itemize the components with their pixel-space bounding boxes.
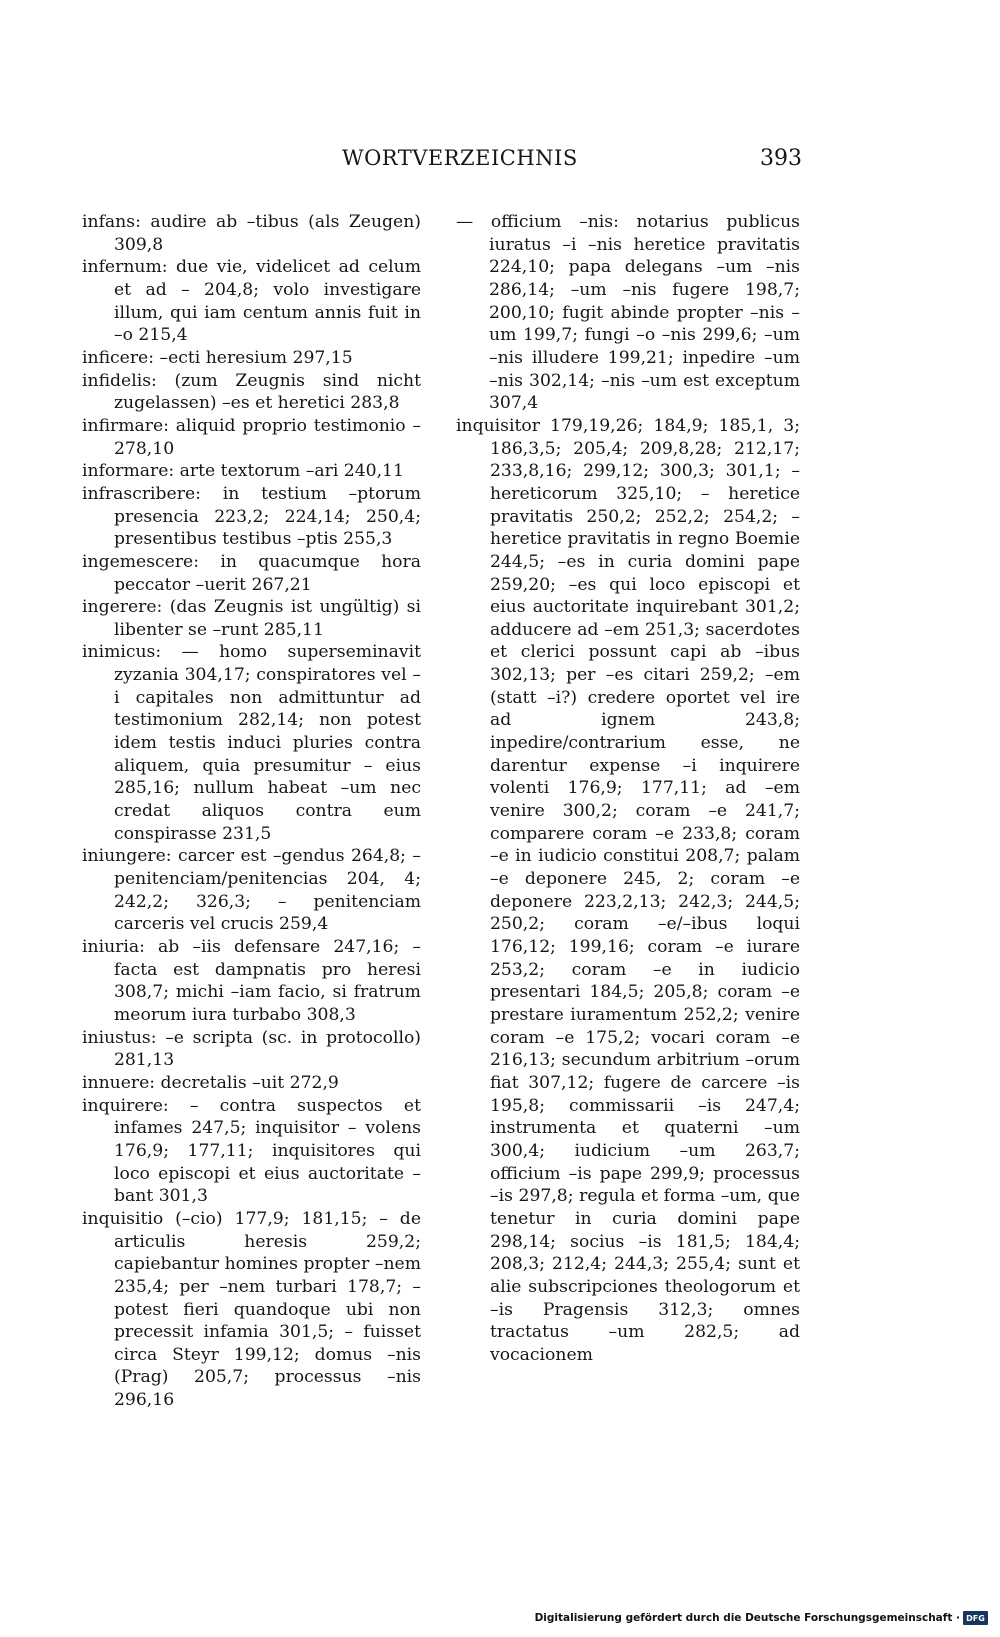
index-entry: inquisitio (–cio) 177,9; 181,15; – de articulis heresis 259,2; capiebantur homines propter –nem 235,4; per –nem turbari 178,7; – potest fieri quandoque ubi non precessit infamia 301,5; – fuisset circa Steyr 199,12; domus –nis (Prag) 205,7; processus –nis 296,16: [82, 1208, 421, 1411]
index-entry: inficere: –ecti heresium 297,15: [82, 347, 353, 368]
index-entry: infans: audire ab –tibus (als Zeugen) 309,8: [82, 212, 421, 255]
index-entry: inquirere: – contra suspectos et infames 247,5; inquisitor – volens 176,9; 177,11; inquisitores qui loco episcopi et eius auctoritate –bant 301,3: [82, 1095, 421, 1207]
index-entry: innuere: decretalis –uit 272,9: [82, 1072, 339, 1093]
running-title: WORTVERZEICHNIS: [342, 146, 578, 170]
index-entry: inimicus: — homo superseminavit zyzania 304,17; conspiratores vel –i capitales non admittuntur ad testimonium 282,14; non potest idem testis induci pluries contra aliquem, quia presumitur – eius 285,16; nullum habeat –um nec credat aliquos contra eum conspirasse 231,5: [82, 642, 421, 844]
index-entry: informare: arte textorum –ari 240,11: [82, 461, 404, 482]
left-column: [82, 211, 421, 1412]
index-entry: ingerere: (das Zeugnis ist ungültig) si libenter se –runt 285,11: [82, 597, 421, 640]
index-entry: ingemescere: in quacumque hora peccator –uerit 267,21: [82, 551, 421, 595]
footer-credit: Digitalisierung gefördert durch die Deutsche Forschungsgemeinschaft ·: [534, 1612, 960, 1624]
index-entry: iniuria: ab –iis defensare 247,16; – facta est dampnatis pro heresi 308,7; michi –iam facio, si fratrum meorum iura turbabo 308,3: [82, 937, 421, 1025]
index-entry: infirmare: aliquid proprio testimonio – 278,10: [82, 415, 421, 459]
index-entry: iniustus: –e scripta (sc. in protocollo) 281,13: [82, 1027, 421, 1071]
index-entry: iniungere: carcer est –gendus 264,8; – penitenciam/penitencias 204, 4; 242,2; 326,3; – penitenciam carceris vel crucis 259,4: [82, 846, 421, 935]
right-column: [456, 211, 800, 1366]
page-header: [82, 146, 802, 176]
digitization-footer: [535, 1609, 988, 1627]
page-number: 393: [760, 146, 802, 171]
index-entry: infrascribere: in testium –ptorum presencia 223,2; 224,14; 250,4; presentibus testibus –ptis 255,3: [82, 483, 421, 550]
index-entry: — officium –nis: notarius publicus iuratus –i –nis heretice pravitatis 224,10; papa delegans –um –nis 286,14; –um –nis fugere 198,7; 200,10; fugit abinde propter –nis –um 199,7; fungi –o –nis 299,6; –um –nis illudere 199,21; inpedire –um –nis 302,14; –nis –um est exceptum 307,4: [456, 212, 800, 414]
index-entry: inquisitor 179,19,26; 184,9; 185,1, 3; 186,3,5; 205,4; 209,8,28; 212,17; 233,8,16; 299,12; 300,3; 301,1; – hereticorum 325,10; – heretice pravitatis 250,2; 252,2; 254,2; – heretice pravitatis in regno Boemie 244,5; –es in curia domini pape 259,20; –es qui loco episcopi et eius auctoritate inquirebant 301,2; adducere ad –em 251,3; sacerdotes et clerici possunt capi ab –ibus 302,13; per –es citari 259,2; –em (statt –i?) credere oportet vel ire ad ignem 243,8; inpedire/contrarium esse, ne darentur expense –i inquirere volenti 176,9; 177,11; ad –em venire 300,2; coram –e 241,7; comparere coram –e 233,8; coram –e in iudicio constitui 208,7; palam –e deponere 245, 2; coram –e deponere 223,2,13; 242,3; 244,5; 250,2; coram –e/–ibus loqui 176,12; 199,16; coram –e iurare 253,2; coram –e in iudicio presentari 184,5; 205,8; coram –e prestare iuramentum 252,2; venire coram –e 175,2; vocari coram –e 216,13; secundum arbitrium –orum fiat 307,12; fugere de carcere –is 195,8; commissarii –is 247,4; instrumenta et quaterni –um 300,4; iudicium –um 263,7; officium –is pape 299,9; processus –is 297,8; regula et forma –um, que tenetur in curia domini pape 298,14; socius –is 181,5; 184,4; 208,3; 212,4; 244,3; 255,4; sunt et alie subscripciones theologorum et –is Pragensis 312,3; omnes tractatus –um 282,5; ad vocacionem: [456, 415, 800, 1365]
index-entry: infernum: due vie, videlicet ad celum et ad – 204,8; volo investigare illum, qui iam centum annis fuit in –o 215,4: [82, 257, 421, 346]
index-entry: infidelis: (zum Zeugnis sind nicht zugelassen) –es et heretici 283,8: [82, 370, 421, 414]
dfg-logo-icon: DFG: [963, 1611, 988, 1625]
